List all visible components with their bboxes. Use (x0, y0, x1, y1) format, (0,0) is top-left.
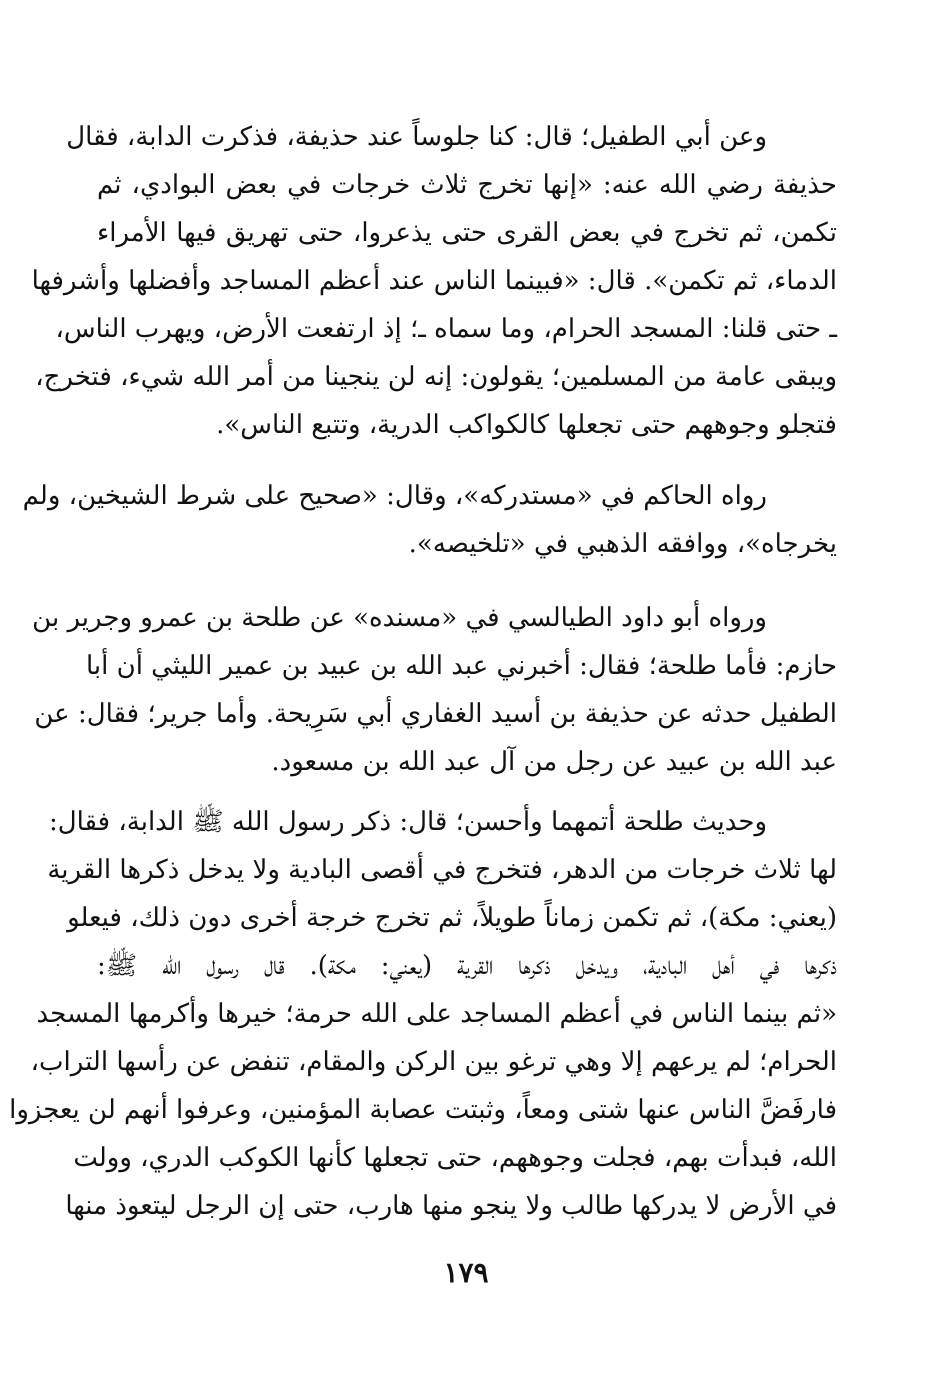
text-line: (يعني: مكة)، ثم تكمن زماناً طويلاً، ثم تخرج خرجة أخرى دون ذلك، فيعلو (67, 903, 837, 933)
text-line: وعن أبي الطفيل؛ قال: كنا جلوساً عند حذيفة، فذكرت الدابة، فقال (66, 122, 767, 152)
text-line: حازم: فأما طلحة؛ فقال: أخبرني عبد الله بن عبيد بن عمير الليثي أن أبا (85, 651, 837, 681)
text-line: «ثم بينما الناس في أعظم المساجد على الله حرمة؛ خيرها وأكرمها المسجد (36, 999, 837, 1029)
text-line: في الأرض لا يدركها طالب ولا ينجو منها هارب، حتى إن الرجل ليتعوذ منها (65, 1191, 837, 1221)
text-line: ويبقى عامة من المسلمين؛ يقولون: إنه لن ينجينا من أمر الله شيء، فتخرج، (35, 362, 837, 392)
text-line: تكمن، ثم تخرج في بعض القرى حتى يذعروا، حتى تهريق فيها الأمراء (97, 218, 837, 248)
text-line: وحديث طلحة أتمهما وأحسن؛ قال: ذكر رسول الله ﷺ الدابة، فقال: (48, 807, 767, 837)
text-line: فتجلو وجوههم حتى تجعلها كالكواكب الدرية، وتتبع الناس». (216, 410, 837, 440)
text-line: لها ثلاث خرجات من الدهر، فتخرج في أقصى البادية ولا يدخل ذكرها القرية (47, 855, 837, 885)
text-line: ذكرها في أهل البادية، ويدخل ذكرها القرية (يعني: مكة). قال رسول الله ﷺ: (97, 951, 837, 981)
text-line: عبد الله بن عبيد عن رجل من آل عبد الله بن مسعود. (271, 747, 837, 777)
text-line: ورواه أبو داود الطيالسي في «مسنده» عن طلحة بن عمرو وجرير بن (32, 603, 767, 633)
text-line: الله، فبدأت بهم، فجلت وجوههم، حتى تجعلها كأنها الكوكب الدري، وولت (73, 1143, 837, 1173)
text-line: ـ حتى قلنا: المسجد الحرام، وما سماه ـ؛ إذ ارتفعت الأرض، ويهرب الناس، (55, 314, 837, 344)
text-line: رواه الحاكم في «مستدركه»، وقال: «صحيح على شرط الشيخين، ولم (22, 481, 767, 511)
text-line: الدماء، ثم تكمن». قال: «فبينما الناس عند أعظم المساجد وأفضلها وأشرفها (31, 266, 837, 296)
paragraph-talha-hadith (9, 798, 837, 1230)
text-line: الحرام؛ لم يرعهم إلا وهي ترغو بين الركن والمقام، تنفض عن رأسها التراب، (30, 1047, 837, 1077)
text-line: حذيفة رضي الله عنه: «إنها تخرج ثلاث خرجات في بعض البوادي، ثم (97, 170, 837, 200)
paragraph-tayalisi-narration (32, 594, 837, 786)
text-line: فارفَضَّ الناس عنها شتى ومعاً، وثبتت عصابة المؤمنين، وعرفوا أنهم لن يعجزوا (9, 1095, 837, 1125)
paragraph-hakim-narration (22, 472, 837, 568)
paragraph-hadith-hudhayfa (31, 113, 837, 449)
text-line: الطفيل حدثه عن حذيفة بن أسيد الغفاري أبي سَرِيحة. وأما جرير؛ فقال: عن (34, 699, 837, 729)
page-number: ١٧٩ (443, 1256, 489, 1289)
text-line: يخرجاه»، ووافقه الذهبي في «تلخيصه». (408, 529, 837, 559)
